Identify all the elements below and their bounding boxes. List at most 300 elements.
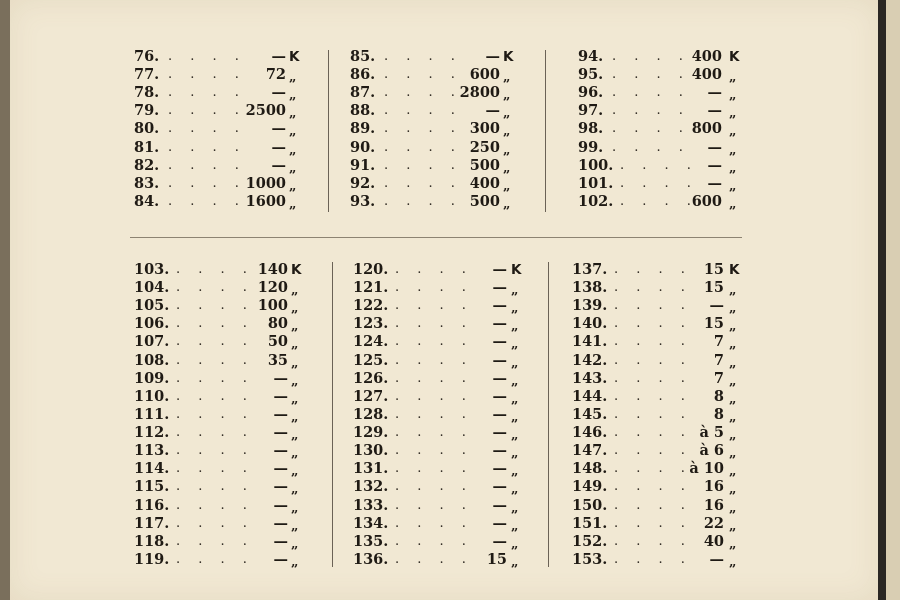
- item-number: 141.: [572, 333, 608, 351]
- item-value: —: [273, 405, 288, 423]
- table-row: [353, 496, 519, 516]
- item-value: 22: [703, 514, 724, 532]
- table-row: [578, 84, 737, 104]
- leader-dots: . . . .: [176, 479, 254, 495]
- item-number: 152.: [572, 532, 608, 550]
- table-row: [353, 442, 519, 462]
- leader-dots: . . . .: [384, 193, 462, 209]
- table-row: [134, 496, 299, 516]
- leader-dots: . . . .: [176, 443, 254, 459]
- leader-dots: . . . .: [384, 175, 462, 191]
- item-number: 107.: [134, 333, 170, 351]
- leader-dots: . . . .: [176, 298, 254, 314]
- ditto-mark: „: [729, 373, 737, 389]
- table-row: [578, 102, 737, 122]
- ditto-mark: „: [729, 178, 737, 194]
- table-row: [353, 550, 519, 570]
- item-number: 147.: [572, 442, 608, 460]
- leader-dots: . . . .: [614, 388, 692, 404]
- table-row: [134, 315, 299, 335]
- item-number: 98.: [578, 120, 604, 138]
- item-number: 123.: [353, 315, 389, 333]
- item-value: —: [485, 102, 500, 120]
- leader-dots: . . . .: [168, 121, 246, 137]
- table-row: [353, 333, 519, 353]
- item-value: —: [707, 138, 722, 156]
- ditto-mark: „: [511, 373, 519, 389]
- table-row: [134, 405, 299, 425]
- ditto-mark: „: [289, 160, 297, 176]
- item-number: 119.: [134, 550, 170, 568]
- leader-dots: . . . .: [384, 67, 462, 83]
- table-row: [134, 102, 297, 122]
- item-value: —: [273, 387, 288, 405]
- item-number: 132.: [353, 478, 389, 496]
- ditto-mark: „: [291, 373, 299, 389]
- leader-dots: . . . .: [176, 262, 254, 277]
- item-number: 106.: [134, 315, 170, 333]
- ditto-mark: „: [729, 464, 737, 480]
- item-number: 102.: [578, 192, 614, 210]
- ditto-mark: „: [729, 319, 737, 335]
- table-row: [353, 279, 519, 299]
- ditto-mark: „: [729, 88, 737, 104]
- table-row: [134, 174, 297, 194]
- table-row: [134, 424, 299, 444]
- ditto-mark: „: [291, 391, 299, 407]
- item-value: 16: [703, 478, 724, 496]
- ditto-mark: „: [511, 283, 519, 299]
- leader-dots: . . . .: [395, 479, 473, 495]
- leader-dots: . . . .: [395, 551, 473, 567]
- ditto-mark: „: [729, 106, 737, 122]
- ditto-mark: „: [511, 518, 519, 534]
- leader-dots: . . . .: [620, 157, 698, 173]
- leader-dots: . . . .: [168, 139, 246, 155]
- leader-dots: . . . .: [614, 406, 692, 422]
- item-number: 103.: [134, 261, 170, 278]
- table-row: [353, 297, 519, 317]
- table-row: [572, 442, 737, 462]
- item-number: 104.: [134, 279, 170, 297]
- scan-left-edge: [0, 0, 10, 600]
- ditto-mark: „: [729, 536, 737, 552]
- item-number: 148.: [572, 460, 608, 478]
- leader-dots: . . . .: [176, 316, 254, 332]
- item-number: 140.: [572, 315, 608, 333]
- ditto-mark: „: [289, 196, 297, 212]
- leader-dots: . . . .: [384, 121, 462, 137]
- leader-dots: . . . .: [614, 461, 692, 477]
- item-value: —: [492, 297, 507, 315]
- item-value: —: [273, 496, 288, 514]
- ditto-mark: „: [289, 124, 297, 140]
- table-row: [353, 478, 519, 498]
- item-value: 2500: [245, 102, 286, 120]
- table-row: [572, 424, 737, 444]
- item-number: 94.: [578, 48, 604, 65]
- leader-dots: . . . .: [614, 334, 692, 350]
- ditto-mark: „: [511, 428, 519, 444]
- leader-dots: . . . .: [395, 497, 473, 513]
- leader-dots: . . . .: [395, 334, 473, 350]
- ditto-mark: „: [503, 70, 511, 86]
- ditto-mark: „: [291, 554, 299, 570]
- ditto-mark: „: [291, 536, 299, 552]
- ditto-mark: „: [291, 409, 299, 425]
- item-number: 111.: [134, 405, 170, 423]
- table-row: [134, 279, 299, 299]
- column-divider: [548, 262, 549, 567]
- table-row: [572, 387, 737, 407]
- item-value: —: [492, 387, 507, 405]
- item-number: 118.: [134, 532, 170, 550]
- leader-dots: . . . .: [395, 316, 473, 332]
- table-row: [134, 369, 299, 389]
- item-number: 146.: [572, 424, 608, 442]
- ditto-mark: „: [729, 446, 737, 462]
- currency-unit: K: [289, 49, 300, 65]
- table-row: [134, 351, 299, 371]
- table-row: [134, 297, 299, 317]
- section-divider: [130, 237, 742, 238]
- leader-dots: . . . .: [395, 461, 473, 477]
- item-value: —: [492, 532, 507, 550]
- item-number: 95.: [578, 66, 604, 84]
- item-number: 149.: [572, 478, 608, 496]
- item-number: 127.: [353, 387, 389, 405]
- leader-dots: . . . .: [614, 262, 692, 277]
- item-number: 89.: [350, 120, 376, 138]
- item-value: 80: [267, 315, 288, 333]
- item-number: 114.: [134, 460, 170, 478]
- item-value: 120: [257, 279, 288, 297]
- leader-dots: . . . .: [384, 157, 462, 173]
- item-value: —: [709, 550, 724, 568]
- item-number: 142.: [572, 351, 608, 369]
- ditto-mark: „: [729, 70, 737, 86]
- table-row: [134, 84, 297, 104]
- item-number: 92.: [350, 174, 376, 192]
- ditto-mark: „: [511, 391, 519, 407]
- ditto-mark: „: [729, 409, 737, 425]
- item-value: —: [485, 48, 500, 65]
- ditto-mark: „: [291, 482, 299, 498]
- ditto-mark: „: [511, 536, 519, 552]
- item-value: 600: [691, 192, 722, 210]
- table-row: [353, 460, 519, 480]
- item-value: —: [273, 550, 288, 568]
- ditto-mark: „: [511, 554, 519, 570]
- table-row: [572, 405, 737, 425]
- item-number: 116.: [134, 496, 170, 514]
- ditto-mark: „: [511, 482, 519, 498]
- table-row: [578, 192, 737, 212]
- item-value: —: [492, 405, 507, 423]
- table-row: [353, 261, 522, 279]
- item-value: 40: [703, 532, 724, 550]
- table-row: [572, 369, 737, 389]
- item-number: 144.: [572, 387, 608, 405]
- table-row: [572, 514, 737, 534]
- table-row: [353, 532, 519, 552]
- item-number: 143.: [572, 369, 608, 387]
- leader-dots: . . . .: [176, 280, 254, 296]
- leader-dots: . . . .: [614, 298, 692, 314]
- item-number: 113.: [134, 442, 170, 460]
- leader-dots: . . . .: [384, 85, 462, 101]
- item-number: 99.: [578, 138, 604, 156]
- item-number: 108.: [134, 351, 170, 369]
- ditto-mark: „: [291, 500, 299, 516]
- ditto-mark: „: [291, 464, 299, 480]
- table-row: [572, 478, 737, 498]
- leader-dots: . . . .: [395, 515, 473, 531]
- ditto-mark: „: [289, 88, 297, 104]
- item-value: 35: [267, 351, 288, 369]
- table-row: [350, 102, 511, 122]
- table-row: [353, 405, 519, 425]
- leader-dots: . . . .: [168, 103, 246, 119]
- item-number: 135.: [353, 532, 389, 550]
- ditto-mark: „: [503, 178, 511, 194]
- currency-unit: K: [729, 49, 740, 65]
- table-row: [578, 156, 737, 176]
- item-value: —: [273, 369, 288, 387]
- leader-dots: . . . .: [614, 280, 692, 296]
- table-row: [350, 66, 511, 86]
- item-number: 138.: [572, 279, 608, 297]
- leader-dots: . . . .: [614, 515, 692, 531]
- item-value: —: [492, 478, 507, 496]
- table-row: [350, 84, 511, 104]
- leader-dots: . . . .: [614, 370, 692, 386]
- item-value: —: [707, 102, 722, 120]
- table-row: [572, 315, 737, 335]
- table-row: [578, 120, 737, 140]
- item-value: —: [271, 156, 286, 174]
- leader-dots: . . . .: [168, 49, 246, 64]
- table-row: [134, 387, 299, 407]
- table-row: [134, 460, 299, 480]
- leader-dots: . . . .: [614, 533, 692, 549]
- item-number: 150.: [572, 496, 608, 514]
- table-row: [134, 514, 299, 534]
- item-number: 145.: [572, 405, 608, 423]
- ditto-mark: „: [289, 178, 297, 194]
- item-number: 97.: [578, 102, 604, 120]
- item-number: 80.: [134, 120, 160, 138]
- table-row: [134, 138, 297, 158]
- leader-dots: . . . .: [612, 121, 690, 137]
- table-row: [134, 120, 297, 140]
- leader-dots: . . . .: [176, 515, 254, 531]
- item-value: 8: [713, 405, 724, 423]
- item-value: 15: [703, 261, 724, 278]
- table-row: [353, 387, 519, 407]
- item-number: 76.: [134, 48, 160, 65]
- currency-unit: K: [511, 262, 522, 278]
- leader-dots: . . . .: [614, 425, 692, 441]
- item-number: 112.: [134, 424, 170, 442]
- ditto-mark: „: [511, 464, 519, 480]
- leader-dots: . . . .: [176, 352, 254, 368]
- ditto-mark: „: [729, 554, 737, 570]
- item-value: —: [709, 297, 724, 315]
- table-row: [134, 261, 302, 279]
- ditto-mark: „: [729, 142, 737, 158]
- table-row: [572, 496, 737, 516]
- table-row: [350, 138, 511, 158]
- item-number: 90.: [350, 138, 376, 156]
- item-value: 500: [469, 156, 500, 174]
- leader-dots: . . . .: [168, 85, 246, 101]
- ditto-mark: „: [289, 106, 297, 122]
- item-value: 7: [713, 369, 724, 387]
- item-number: 100.: [578, 156, 614, 174]
- leader-dots: . . . .: [614, 352, 692, 368]
- leader-dots: . . . .: [620, 175, 698, 191]
- table-row: [572, 279, 737, 299]
- item-number: 110.: [134, 387, 170, 405]
- item-value: 100: [257, 297, 288, 315]
- item-value: —: [273, 514, 288, 532]
- table-row: [578, 66, 737, 86]
- leader-dots: . . . .: [395, 443, 473, 459]
- table-row: [353, 369, 519, 389]
- item-number: 139.: [572, 297, 608, 315]
- ditto-mark: „: [729, 355, 737, 371]
- item-number: 137.: [572, 261, 608, 278]
- ditto-mark: „: [291, 337, 299, 353]
- table-row: [578, 174, 737, 194]
- scan-background: [886, 0, 900, 600]
- table-row: [350, 120, 511, 140]
- leader-dots: . . . .: [176, 388, 254, 404]
- leader-dots: . . . .: [168, 175, 246, 191]
- leader-dots: . . . .: [176, 497, 254, 513]
- table-row: [572, 333, 737, 353]
- leader-dots: . . . .: [612, 103, 690, 119]
- item-value: 15: [703, 279, 724, 297]
- item-value: —: [273, 442, 288, 460]
- item-value: 72: [265, 66, 286, 84]
- ditto-mark: „: [511, 500, 519, 516]
- leader-dots: . . . .: [612, 49, 690, 64]
- item-number: 93.: [350, 192, 376, 210]
- item-value: —: [492, 315, 507, 333]
- item-number: 109.: [134, 369, 170, 387]
- ditto-mark: „: [503, 106, 511, 122]
- column-divider: [328, 50, 329, 212]
- item-value: —: [492, 333, 507, 351]
- leader-dots: . . . .: [614, 479, 692, 495]
- item-number: 79.: [134, 102, 160, 120]
- ditto-mark: „: [511, 337, 519, 353]
- table-row: [572, 532, 737, 552]
- ditto-mark: „: [729, 124, 737, 140]
- item-value: 16: [703, 496, 724, 514]
- item-value: 400: [691, 48, 722, 65]
- item-value: —: [271, 84, 286, 102]
- leader-dots: . . . .: [176, 406, 254, 422]
- leader-dots: . . . .: [620, 193, 698, 209]
- leader-dots: . . . .: [612, 67, 690, 83]
- item-number: 153.: [572, 550, 608, 568]
- ditto-mark: „: [511, 301, 519, 317]
- table-row: [134, 192, 297, 212]
- ditto-mark: „: [503, 196, 511, 212]
- table-row: [134, 66, 297, 86]
- leader-dots: . . . .: [614, 443, 692, 459]
- item-value: à 6: [699, 442, 724, 460]
- ditto-mark: „: [729, 500, 737, 516]
- ditto-mark: „: [291, 428, 299, 444]
- item-value: 400: [469, 174, 500, 192]
- item-value: —: [492, 424, 507, 442]
- ditto-mark: „: [729, 160, 737, 176]
- item-value: 800: [691, 120, 722, 138]
- ditto-mark: „: [289, 70, 297, 86]
- item-value: —: [273, 478, 288, 496]
- leader-dots: . . . .: [176, 370, 254, 386]
- leader-dots: . . . .: [176, 461, 254, 477]
- item-value: 2800: [459, 84, 500, 102]
- item-value: —: [492, 496, 507, 514]
- leader-dots: . . . .: [395, 298, 473, 314]
- item-value: 400: [691, 66, 722, 84]
- ditto-mark: „: [729, 428, 737, 444]
- item-number: 130.: [353, 442, 389, 460]
- ditto-mark: „: [511, 319, 519, 335]
- ditto-mark: „: [729, 391, 737, 407]
- item-number: 83.: [134, 174, 160, 192]
- item-value: —: [492, 369, 507, 387]
- table-row: [572, 351, 737, 371]
- ditto-mark: „: [291, 319, 299, 335]
- leader-dots: . . . .: [168, 157, 246, 173]
- item-value: —: [492, 514, 507, 532]
- item-number: 87.: [350, 84, 376, 102]
- item-number: 126.: [353, 369, 389, 387]
- item-value: à 5: [699, 424, 724, 442]
- item-number: 120.: [353, 261, 389, 278]
- leader-dots: . . . .: [395, 533, 473, 549]
- item-value: —: [492, 442, 507, 460]
- leader-dots: . . . .: [612, 85, 690, 101]
- item-value: —: [492, 460, 507, 478]
- scan-right-edge: [878, 0, 886, 600]
- item-value: 1600: [245, 192, 286, 210]
- table-row: [353, 424, 519, 444]
- item-value: 15: [486, 550, 507, 568]
- table-row: [350, 156, 511, 176]
- table-row: [350, 174, 511, 194]
- item-value: —: [273, 532, 288, 550]
- item-number: 122.: [353, 297, 389, 315]
- table-row: [134, 48, 300, 66]
- item-number: 85.: [350, 48, 376, 65]
- table-row: [134, 156, 297, 176]
- item-number: 91.: [350, 156, 376, 174]
- ditto-mark: „: [729, 482, 737, 498]
- item-value: —: [707, 174, 722, 192]
- ditto-mark: „: [729, 337, 737, 353]
- leader-dots: . . . .: [176, 425, 254, 441]
- leader-dots: . . . .: [395, 352, 473, 368]
- table-row: [353, 351, 519, 371]
- item-value: 140: [257, 261, 288, 278]
